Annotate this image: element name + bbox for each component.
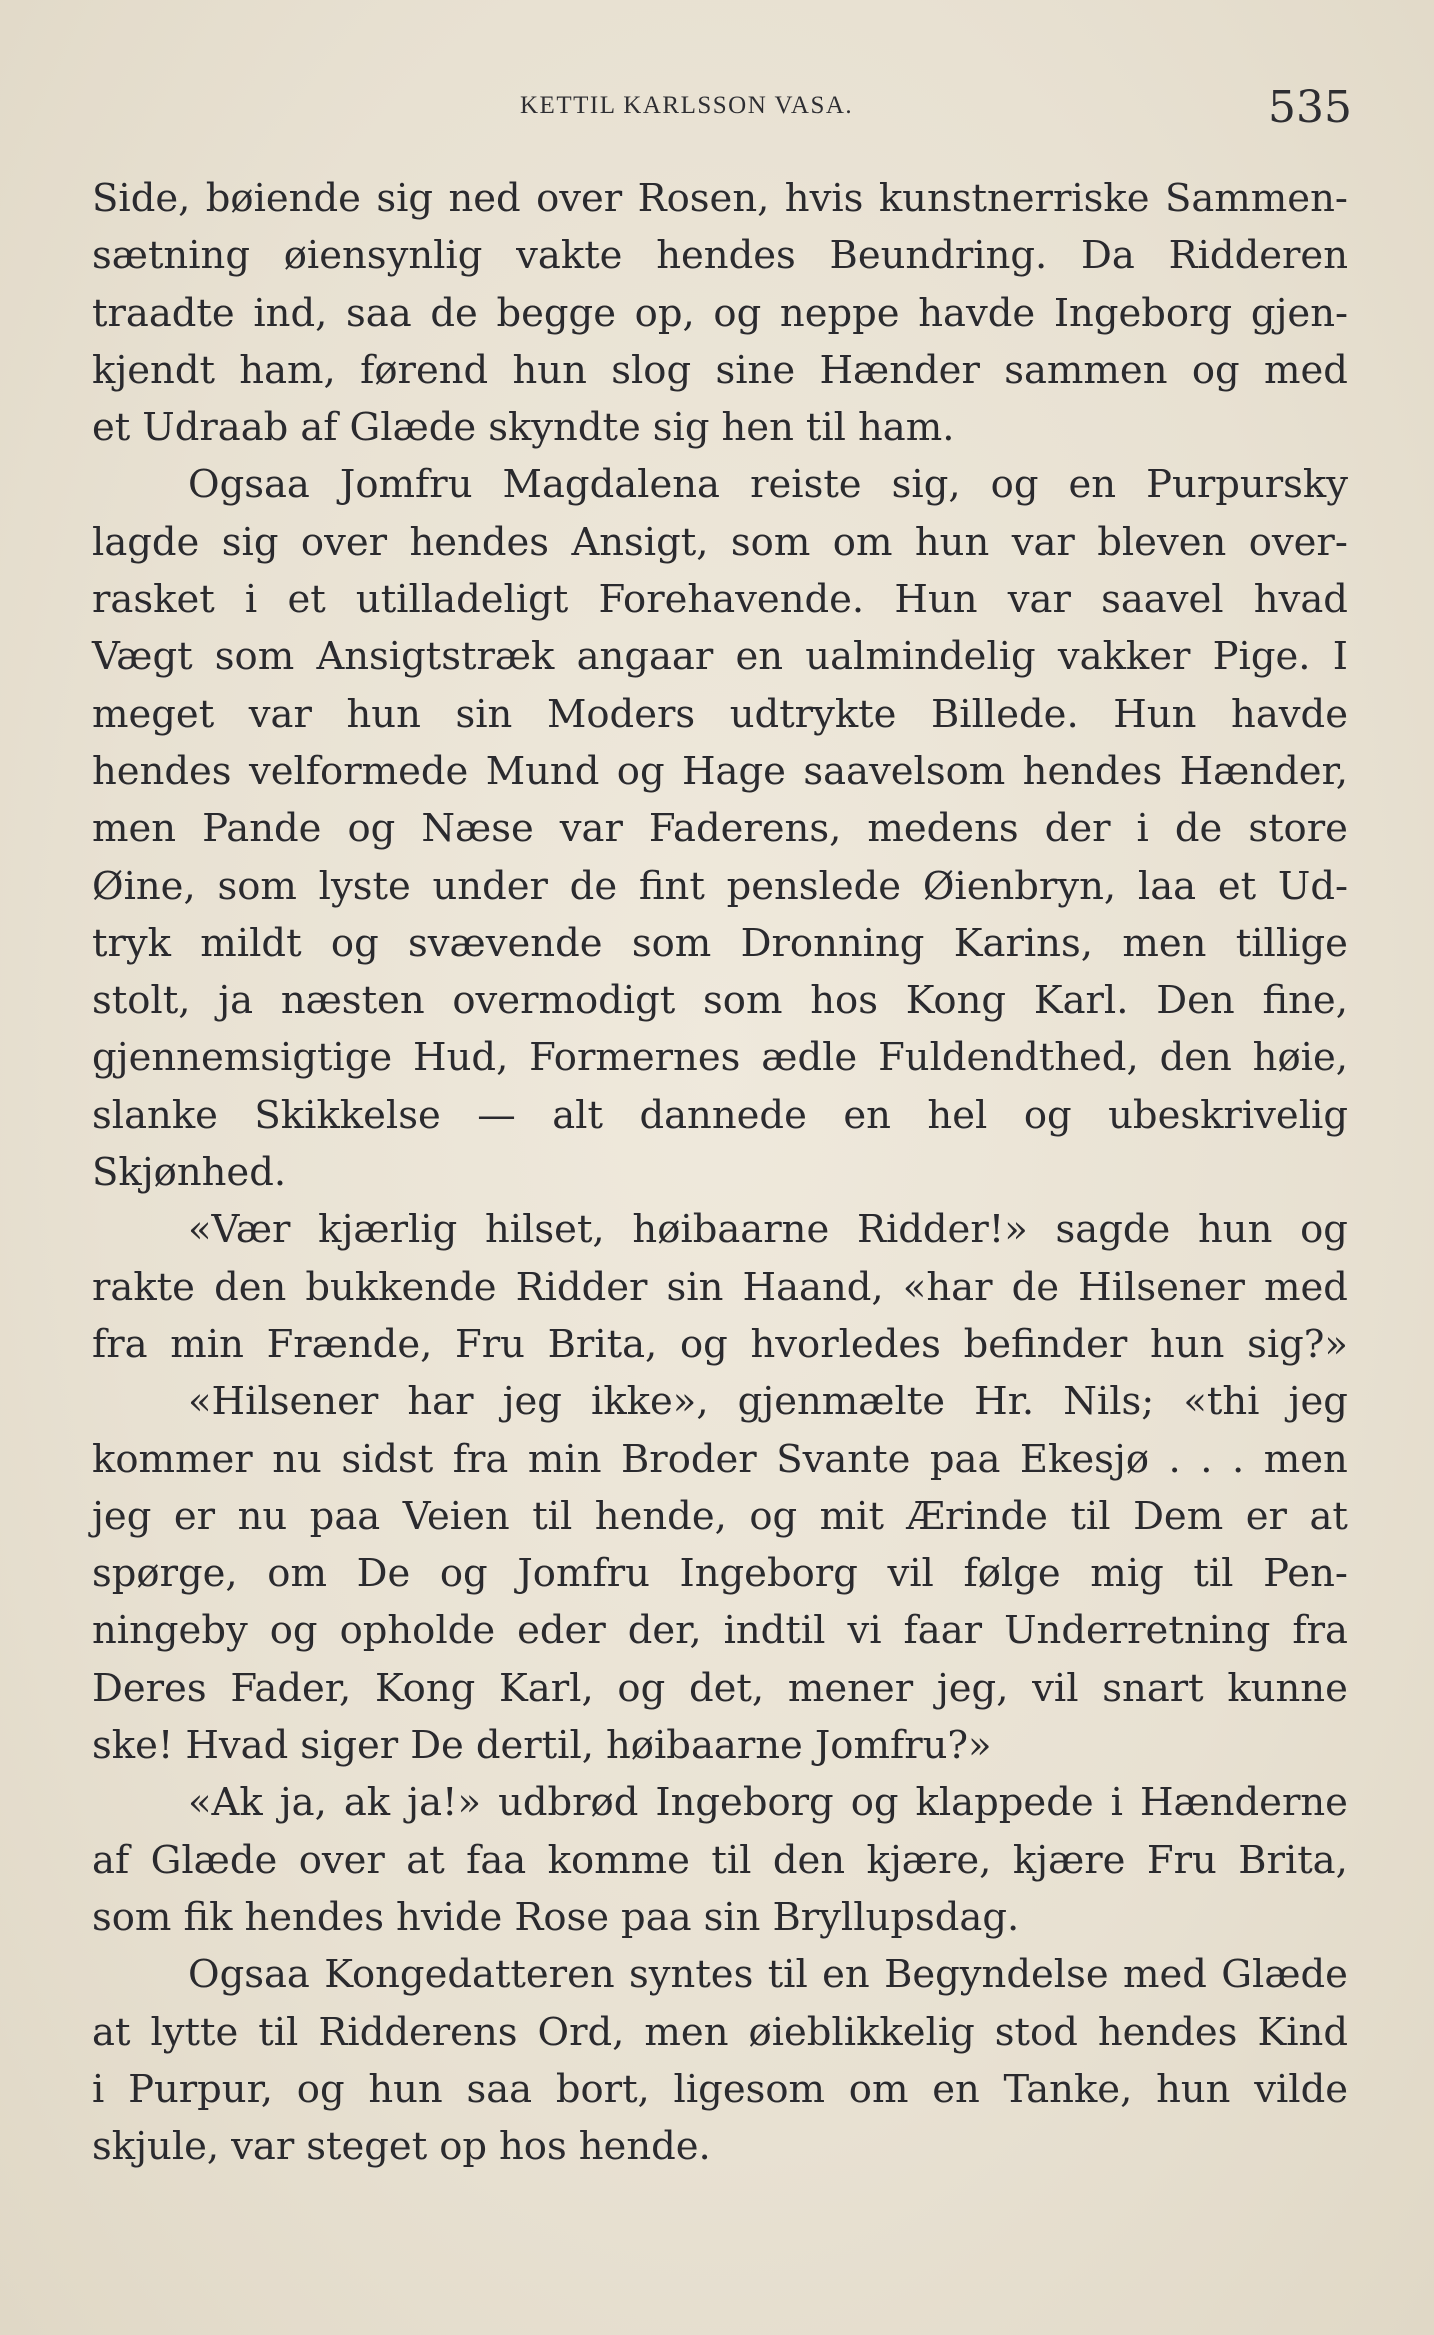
- text-line: Ogsaa Kongedatteren syntes til en Begyndelse med Glæde: [188, 1952, 1348, 1998]
- text-line: rasket i et utilladeligt Forehavende. Hun var saavel hvad: [92, 577, 1348, 623]
- text-line: slanke Skikkelse — alt dannede en hel og ubeskrivelig: [92, 1092, 1348, 1138]
- page-number: 535: [1268, 82, 1352, 133]
- text-line: Øine, som lyste under de fint penslede Øienbryn, laa et Ud-: [92, 863, 1348, 909]
- text-line: Skjønhed.: [92, 1150, 287, 1196]
- text-line: et Udraab af Glæde skyndte sig hen til ham.: [92, 405, 955, 451]
- text-line: gjennemsigtige Hud, Formernes ædle Fuldendthed, den høie,: [92, 1035, 1348, 1081]
- text-line: rakte den bukkende Ridder sin Haand, «har de Hilsener med: [92, 1264, 1348, 1310]
- text-line: men Pande og Næse var Faderens, medens der i de store: [92, 806, 1348, 852]
- text-line: tryk mildt og svævende som Dronning Karins, men tillige: [92, 920, 1348, 966]
- text-line: Vægt som Ansigtstræk angaar en ualmindelig vakker Pige. I: [92, 634, 1348, 680]
- text-line: fra min Frænde, Fru Brita, og hvorledes befinder hun sig?»: [92, 1321, 1348, 1367]
- text-line: af Glæde over at faa komme til den kjære, kjære Fru Brita,: [92, 1837, 1348, 1883]
- text-line: kommer nu sidst fra min Broder Svante paa Ekesjø . . . men: [92, 1436, 1348, 1482]
- text-line: i Purpur, og hun saa bort, ligesom om en Tanke, hun vilde: [92, 2066, 1348, 2112]
- text-line: Side, bøiende sig ned over Rosen, hvis kunstnerriske Sammen-: [92, 176, 1348, 221]
- text-line: ske! Hvad siger De dertil, høibaarne Jomfru?»: [92, 1723, 992, 1769]
- text-line: skjule, var steget op hos hende.: [92, 2124, 711, 2170]
- text-line: jeg er nu paa Veien til hende, og mit Ærinde til Dem er at: [92, 1493, 1348, 1539]
- text-line: spørge, om De og Jomfru Ingeborg vil følge mig til Pen-: [92, 1551, 1348, 1597]
- text-line: «Hilsener har jeg ikke», gjenmælte Hr. Nils; «thi jeg: [188, 1379, 1348, 1425]
- text-line: Ogsaa Jomfru Magdalena reiste sig, og en Purpursky: [188, 462, 1348, 508]
- text-line: stolt, ja næsten overmodigt som hos Kong Karl. Den fine,: [92, 978, 1348, 1024]
- text-line: traadte ind, saa de begge op, og neppe havde Ingeborg gjen-: [92, 290, 1348, 336]
- text-line: «Ak ja, ak ja!» udbrød Ingeborg og klappede i Hænderne: [188, 1780, 1348, 1826]
- text-line: som fik hendes hvide Rose paa sin Bryllupsdag.: [92, 1894, 1020, 1940]
- text-line: ningeby og opholde eder der, indtil vi faar Underretning fra: [92, 1608, 1348, 1654]
- text-line: at lytte til Ridderens Ord, men øieblikkelig stod hendes Kind: [92, 2009, 1348, 2055]
- text-line: meget var hun sin Moders udtrykte Billede. Hun havde: [92, 691, 1348, 737]
- text-line: «Vær kjærlig hilset, høibaarne Ridder!» sagde hun og: [188, 1207, 1348, 1253]
- text-line: hendes velformede Mund og Hage saavelsom hendes Hænder,: [92, 748, 1348, 794]
- running-title: KETTIL KARLSSON VASA.: [520, 92, 854, 119]
- text-line: Deres Fader, Kong Karl, og det, mener jeg, vil snart kunne: [92, 1665, 1348, 1711]
- text-line: kjendt ham, førend hun slog sine Hænder sammen og med: [92, 347, 1348, 393]
- text-line: sætning øiensynlig vakte hendes Beundring. Da Ridderen: [92, 233, 1348, 279]
- text-line: lagde sig over hendes Ansigt, som om hun var bleven over-: [92, 519, 1348, 565]
- body-text: [92, 170, 1348, 2175]
